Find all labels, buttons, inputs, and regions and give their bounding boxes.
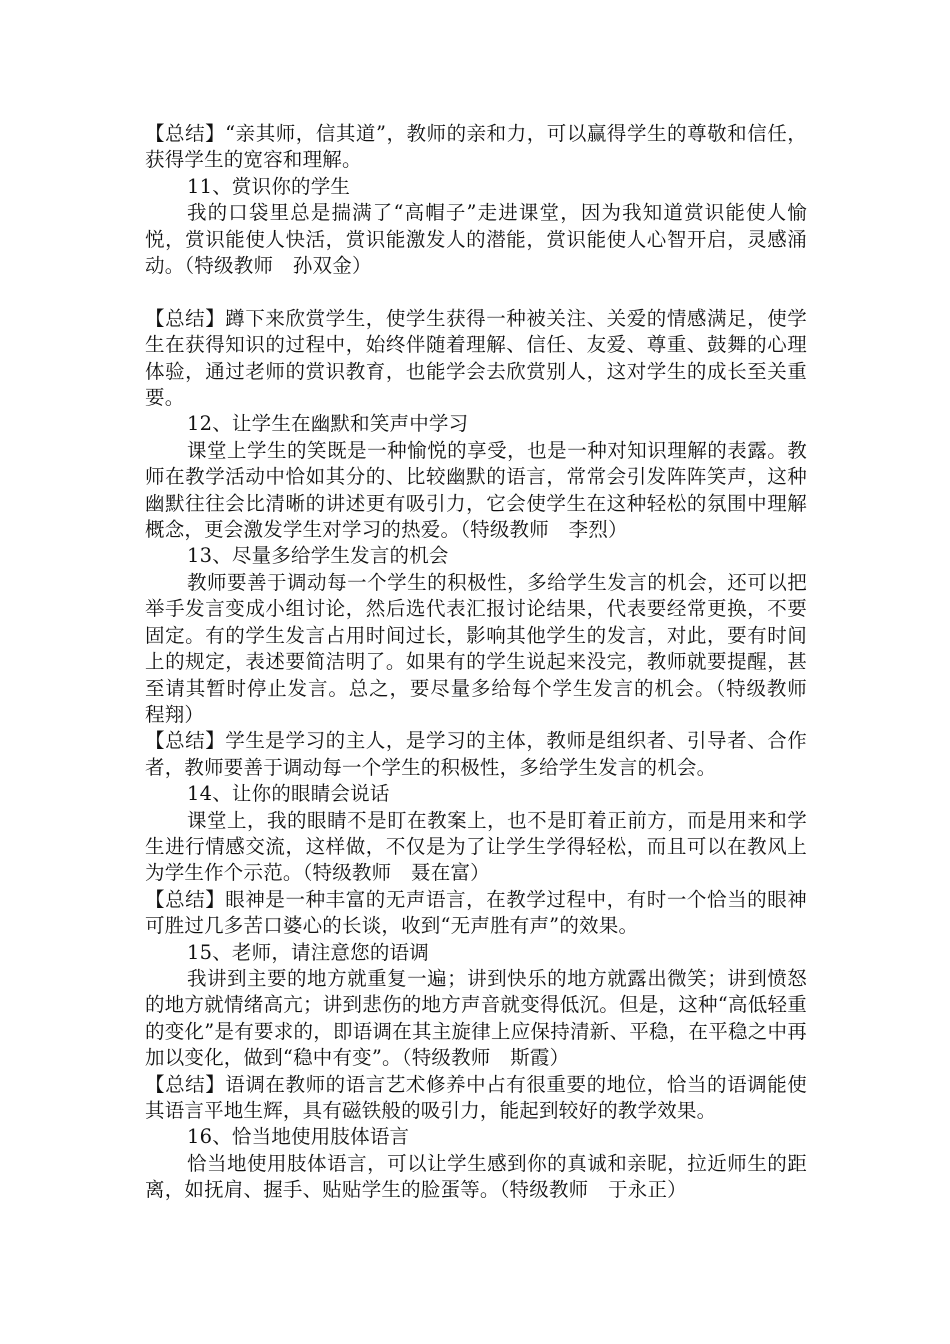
- section-heading-12: 12、让学生在幽默和笑声中学习: [187, 412, 469, 436]
- section-heading-16: 16、恰当地使用肢体语言: [187, 1125, 410, 1149]
- blank-line: [145, 279, 807, 305]
- summary-paragraph: 【总结】蹲下来欣赏学生，使学生获得一种被关注、关爱的情感满足，使学生在获得知识的过程中，始终伴随着理解、信任、友爱、尊重、鼓舞的心理体验，通过老师的赏识教育，也能学会去欣赏别人，这对学生的成长至关重要。: [145, 306, 807, 410]
- body-paragraph: 课堂上，我的眼睛不是盯在教案上，也不是盯着正前方，而是用来和学生进行情感交流，这样做，不仅是为了让学生学得轻松，而且可以在教风上为学生作个示范。（特级教师 聂在富）: [145, 808, 807, 885]
- body-paragraph: 教师要善于调动每一个学生的积极性，多给学生发言的机会，还可以把举手发言变成小组讨论，然后选代表汇报讨论结果，代表要经常更换，不要固定。有的学生发言占用时间过长，影响其他学生的发言，对此，要有时间上的规定，表述要简洁明了。如果有的学生说起来没完，教师就要提醒，甚至请其暂时停止发言。总之，要尽量多给每个学生发言的机会。（特级教师 程翔）: [145, 570, 827, 726]
- body-paragraph: 我讲到主要的地方就重复一遍；讲到快乐的地方就露出微笑；讲到愤怒的地方就情绪高亢；讲到悲伤的地方声音就变得低沉。但是，这种“高低轻重的变化”是有要求的，即语调在其主旋律上应保持清新、平稳，在平稳之中再加以变化，做到“稳中有变”。（特级教师 斯霞）: [145, 966, 807, 1070]
- section-heading-11: 11、赏识你的学生: [187, 174, 351, 198]
- summary-paragraph: 【总结】语调在教师的语言艺术修养中占有很重要的地位，恰当的语调能使其语言平地生辉，具有磁铁般的吸引力，能起到较好的教学效果。: [145, 1072, 807, 1123]
- body-paragraph: 课堂上学生的笑既是一种愉悦的享受，也是一种对知识理解的表露。教师在教学活动中恰如其分的、比较幽默的语言，常常会引发阵阵笑声，这种幽默往往会比清晰的讲述更有吸引力，它会使学生在这种轻松的氛围中理解概念，更会激发学生对学习的热爱。（特级教师 李烈）: [145, 438, 807, 542]
- summary-paragraph: 【总结】学生是学习的主人，是学习的主体，教师是组织者、引导者、合作者，教师要善于调动每一个学生的积极性，多给学生发言的机会。: [145, 729, 807, 779]
- summary-paragraph: 【总结】眼神是一种丰富的无声语言，在教学过程中，有时一个恰当的眼神可胜过几多苦口婆心的长谈，收到“无声胜有声”的效果。: [145, 887, 807, 938]
- summary-paragraph: 【总结】“亲其师，信其道”，教师的亲和力，可以赢得学生的尊敬和信任，获得学生的宽容和理解。: [145, 122, 807, 172]
- section-heading-15: 15、老师，请注意您的语调: [187, 940, 429, 964]
- document-body: [145, 121, 827, 1204]
- section-heading-14: 14、让你的眼睛会说话: [187, 782, 390, 806]
- section-heading-13: 13、尽量多给学生发言的机会: [187, 544, 449, 568]
- body-paragraph: 我的口袋里总是揣满了“高帽子”走进课堂，因为我知道赏识能使人愉悦，赏识能使人快活，赏识能激发人的潜能，赏识能使人心智开启，灵感涌动。（特级教师 孙双金）: [145, 201, 807, 278]
- body-paragraph: 恰当地使用肢体语言，可以让学生感到你的真诚和亲昵，拉近师生的距离，如抚肩、握手、贴贴学生的脸蛋等。（特级教师 于永正）: [145, 1151, 807, 1202]
